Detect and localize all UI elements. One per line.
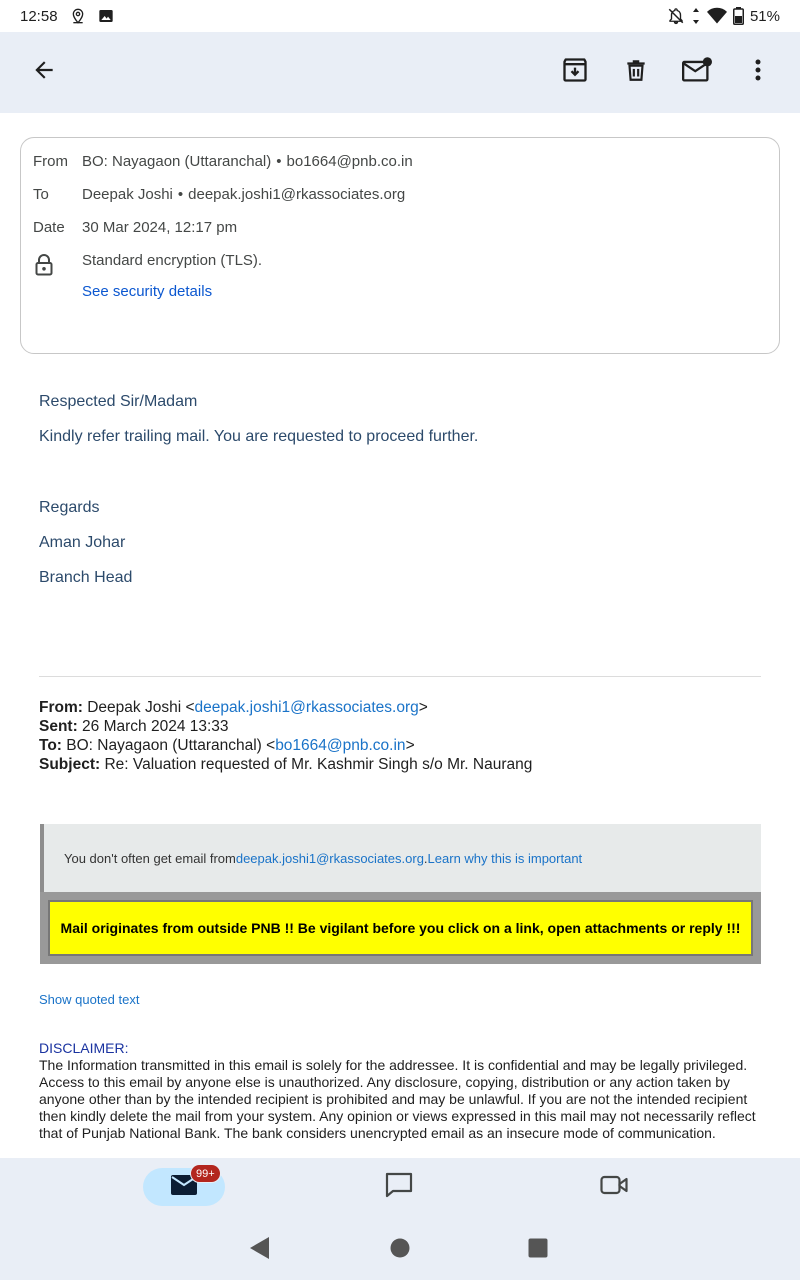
notifications-off-icon (667, 7, 685, 25)
quoted-divider (39, 676, 761, 677)
regards: Regards (39, 499, 100, 516)
more-vert-icon (755, 58, 761, 87)
date-label: Date (33, 219, 65, 236)
archive-icon (561, 56, 589, 89)
external-warning-frame (40, 892, 761, 964)
from-label: From (33, 153, 68, 170)
to-name: Deepak Joshi (82, 186, 173, 203)
sender-notice (40, 824, 761, 892)
back-button[interactable] (20, 48, 68, 96)
signer-name: Aman Johar (39, 534, 126, 551)
notice-email-link[interactable]: deepak.joshi1@rkassociates.org (235, 850, 424, 866)
mail-unread-badge: 99+ (190, 1164, 221, 1183)
from-value: BO: Nayagaon (Uttaranchal) • bo1664@pnb.co.in (82, 153, 413, 170)
meet-icon (600, 1174, 628, 1201)
bottom-navigation (0, 1158, 800, 1218)
to-label: To (33, 186, 49, 203)
quoted-sent-line: Sent: 26 March 2024 13:33 (39, 718, 229, 735)
lock-icon (35, 254, 53, 281)
wifi-icon (707, 7, 727, 25)
nav-meet-tab[interactable] (575, 1168, 653, 1206)
delete-icon (623, 57, 649, 88)
disclaimer-text: The Information transmitted in this email is solely for the addressee. It is confidential and may be legally privileged. Access to this email by anyone else is unauthorized. Any disclosure, copying, distribution or any action taken by anyone other than by the intended recipient is prohibited and may be unlawful. If you are not the intended recipient then kindly delete the mail from your system. Any opinion or views expressed in this mail may not necessarily reflect that of Punjab National Bank. The bank considers unencrypted email as an insecure mode of communication. (39, 1057, 756, 1141)
location-icon (70, 8, 86, 24)
delete-button[interactable] (612, 48, 660, 96)
battery-level: 51% (749, 7, 780, 25)
archive-button[interactable] (551, 48, 599, 96)
system-back-button[interactable] (245, 1236, 273, 1264)
status-time: 12:58 (20, 7, 58, 25)
learn-why-link[interactable]: Learn why this is important (427, 850, 583, 866)
from-name: BO: Nayagaon (Uttaranchal) (82, 153, 272, 170)
date-value: 30 Mar 2024, 12:17 pm (82, 219, 238, 236)
external-warning: Mail originates from outside PNB !! Be vigilant before you click on a link, open attachments or reply !!! (48, 900, 753, 956)
top-app-bar (0, 32, 800, 113)
body-line: Kindly refer trailing mail. You are requested to proceed further. (39, 428, 479, 445)
data-arrows-icon (691, 7, 701, 25)
more-options-button[interactable] (734, 48, 782, 96)
mark-unread-icon (682, 57, 712, 88)
back-arrow-icon (31, 57, 57, 88)
show-quoted-text-link[interactable]: Show quoted text (39, 992, 140, 1007)
nav-chat-tab[interactable] (360, 1168, 438, 1206)
signer-role: Branch Head (39, 569, 133, 586)
system-recents-button[interactable] (524, 1236, 552, 1264)
encryption-text: Standard encryption (TLS). (82, 252, 263, 269)
to-email: deepak.joshi1@rkassociates.org (188, 186, 406, 203)
disclaimer-title: DISCLAIMER: (39, 1040, 129, 1056)
system-home-button[interactable] (386, 1236, 414, 1264)
battery-icon (733, 7, 744, 25)
greeting: Respected Sir/Madam (39, 393, 198, 410)
mark-unread-button[interactable] (673, 48, 721, 96)
from-email: bo1664@pnb.co.in (286, 153, 413, 170)
square-recents-icon (528, 1238, 548, 1263)
message-details-card (20, 137, 780, 354)
quoted-to-email[interactable]: bo1664@pnb.co.in (275, 737, 406, 754)
circle-home-icon (390, 1238, 410, 1263)
quoted-to-line: To: BO: Nayagaon (Uttaranchal) <bo1664@pnb.co.in> (39, 737, 415, 754)
to-value: Deepak Joshi • deepak.joshi1@rkassociates.org (82, 186, 406, 203)
quoted-from-line: From: Deepak Joshi <deepak.joshi1@rkassociates.org> (39, 699, 428, 716)
quoted-from-email[interactable]: deepak.joshi1@rkassociates.org (194, 699, 419, 716)
status-bar (0, 0, 800, 32)
image-icon (98, 8, 114, 24)
quoted-subject-line: Subject: Re: Valuation requested of Mr. Kashmir Singh s/o Mr. Naurang (39, 756, 533, 773)
triangle-back-icon (248, 1236, 270, 1265)
system-navigation-bar (0, 1218, 800, 1280)
notice-suffix: . (423, 850, 428, 866)
security-details-link[interactable]: See security details (82, 283, 213, 300)
notice-prefix: You don't often get email from (64, 850, 236, 866)
quoted-header (39, 698, 532, 774)
chat-icon (385, 1172, 413, 1203)
